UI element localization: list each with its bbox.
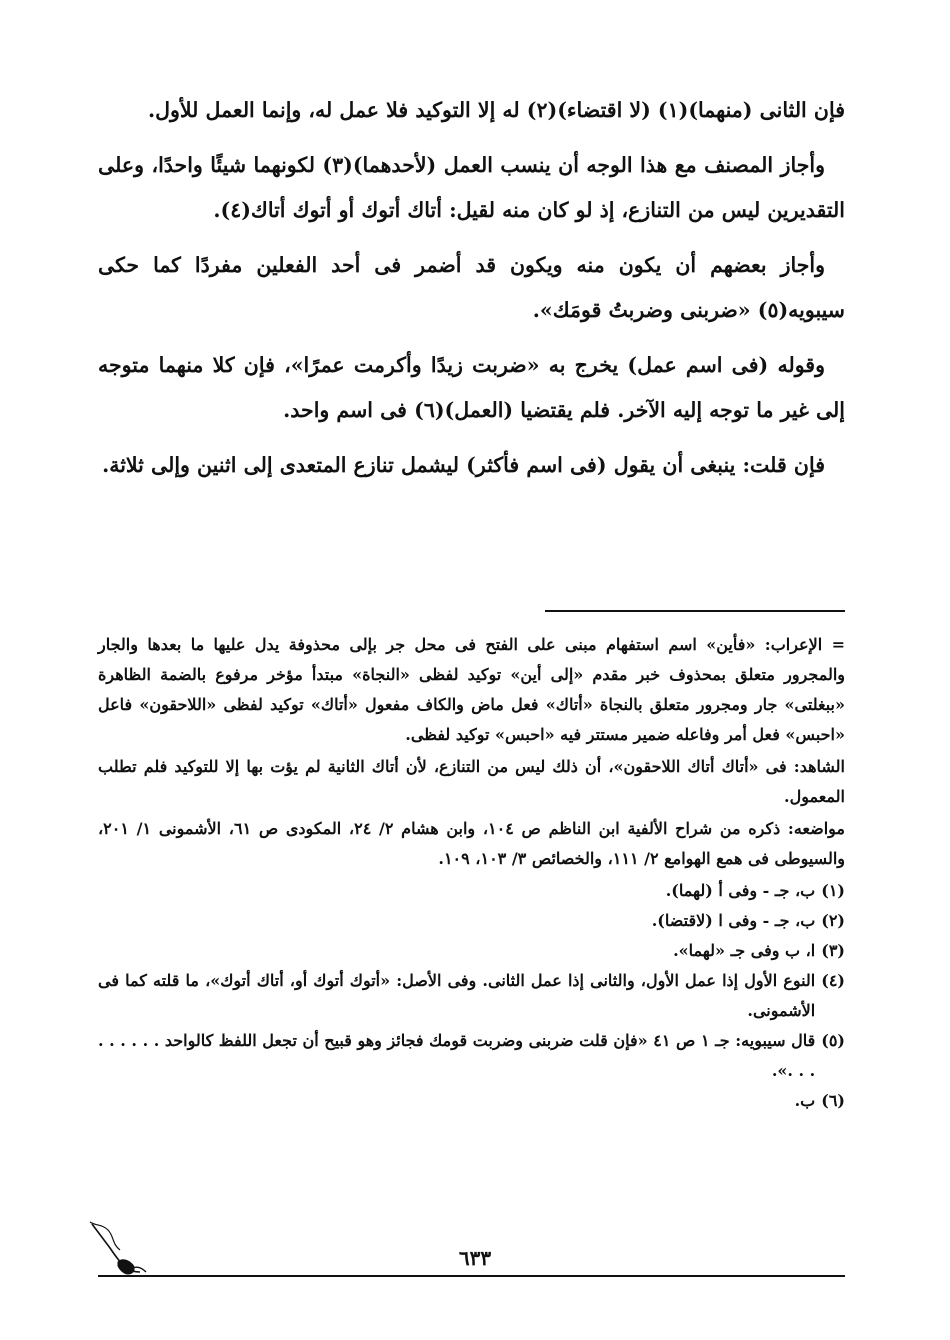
commentary-shahid: الشاهد: فى «أتاك أتاك اللاحقون»، أن ذلك ليس من التنازع، لأن أتاك الثانية لم يؤت بها إلا للتوكيد فلم تطلب المعمول.: [98, 757, 845, 806]
footnote-number: (٣): [821, 941, 845, 960]
footnote-text: ب.: [794, 1091, 816, 1110]
bottom-rule: [98, 1275, 845, 1277]
footnote-number: (٦): [821, 1091, 845, 1110]
footnote-1: [98, 876, 845, 906]
footnotes-section: [98, 630, 845, 1116]
footnote-3: [98, 936, 845, 966]
footnote-2: [98, 906, 845, 936]
paragraph: وأجاز المصنف مع هذا الوجه أن ينسب العمل (لأحدهما)(٣) لكونهما شيئًا واحدًا، وعلى التقديرين ليس من التنازع، إذ لو كان منه لقيل: أتاك أتوك أو أتوك أتاك(٤).: [98, 153, 845, 222]
footnote-number: (٤): [821, 971, 845, 990]
paragraph: وأجاز بعضهم أن يكون منه ويكون قد أضمر فى أحد الفعلين مفردًا كما حكى سيبويه(٥) «ضربنى وضربتُ قومَك».: [98, 253, 845, 322]
footnote-number: (٥): [821, 1031, 845, 1050]
commentary-mawadi: مواضعه: ذكره من شراح الألفية ابن الناظم ص ١٠٤، وابن هشام ٢/ ٢٤، المكودى ص ٦١، الأشمونى ١/ ٢٠١، والسيوطى فى همع الهوامع ٢/ ١١١، والخصائص ٣/ ١٠٣، ١٠٩.: [98, 819, 846, 868]
footnote-number: (١): [821, 881, 845, 900]
main-text: [98, 88, 845, 498]
footnote-separator: [545, 610, 845, 612]
commentary-irab: = الإعراب: «فأين» اسم استفهام مبنى على الفتح فى محل جر بإلى محذوفة يدل عليها ما بعدها والجار والمجرور متعلق بمحذوف خبر مقدم «إلى أين» توكيد لفظى «النجاة» مبتدأ مؤخر مرفوع بالضمة الظاهرة «ببغلتى» جار ومجرور متعلق بالنجاة «أتاك» فعل ماض والكاف مفعول «أتاك» توكيد لفظى «اللاحقون» فاعل «احبس» فعل أمر وفاعله ضمير مستتر فيه «احبس» توكيد لفظى.: [98, 635, 845, 744]
paragraph: فإن الثانى (منهما)(١) (لا اقتضاء)(٢) له إلا التوكيد فلا عمل له، وإنما العمل للأول.: [148, 98, 845, 122]
footnote-6: [98, 1086, 845, 1116]
footnote-text: ب، جـ - وفى أ (لهما).: [665, 881, 816, 900]
paragraph: وقوله (فى اسم عمل) يخرج به «ضربت زيدًا وأكرمت عمرًا»، فإن كلا منهما متوجه إلى غير ما توجه إليه الآخر. فلم يقتضيا (العمل)(٦) فى اسم واحد.: [98, 353, 845, 422]
footnote-text: النوع الأول إذا عمل الأول، والثانى إذا عمل الثانى. وفى الأصل: «أتوك أتوك أو، أتاك أتوك»، ما قلته كما فى الأشمونى.: [98, 971, 816, 1020]
quill-signature-icon: [88, 1218, 148, 1278]
footnote-text: ب، جـ - وفى ا (لاقتضا).: [651, 911, 816, 930]
footnote-text: ا، ب وفى جـ «لهما».: [673, 941, 816, 960]
paragraph: فإن قلت: ينبغى أن يقول (فى اسم فأكثر) ليشمل تنازع المتعدى إلى اثنين وإلى ثلاثة.: [102, 453, 825, 477]
footnote-number: (٢): [821, 911, 845, 930]
page-number: ٦٣٣: [458, 1246, 492, 1270]
footnote-4: [98, 966, 845, 1026]
footnote-5: [98, 1026, 845, 1086]
footnote-text: قال سيبويه: جـ ١ ص ٤١ «فإن قلت ضربنى وضربت قومك فجائز وهو قبيح أن تجعل اللفظ كالواحد . . . . . . . . .».: [98, 1031, 816, 1080]
